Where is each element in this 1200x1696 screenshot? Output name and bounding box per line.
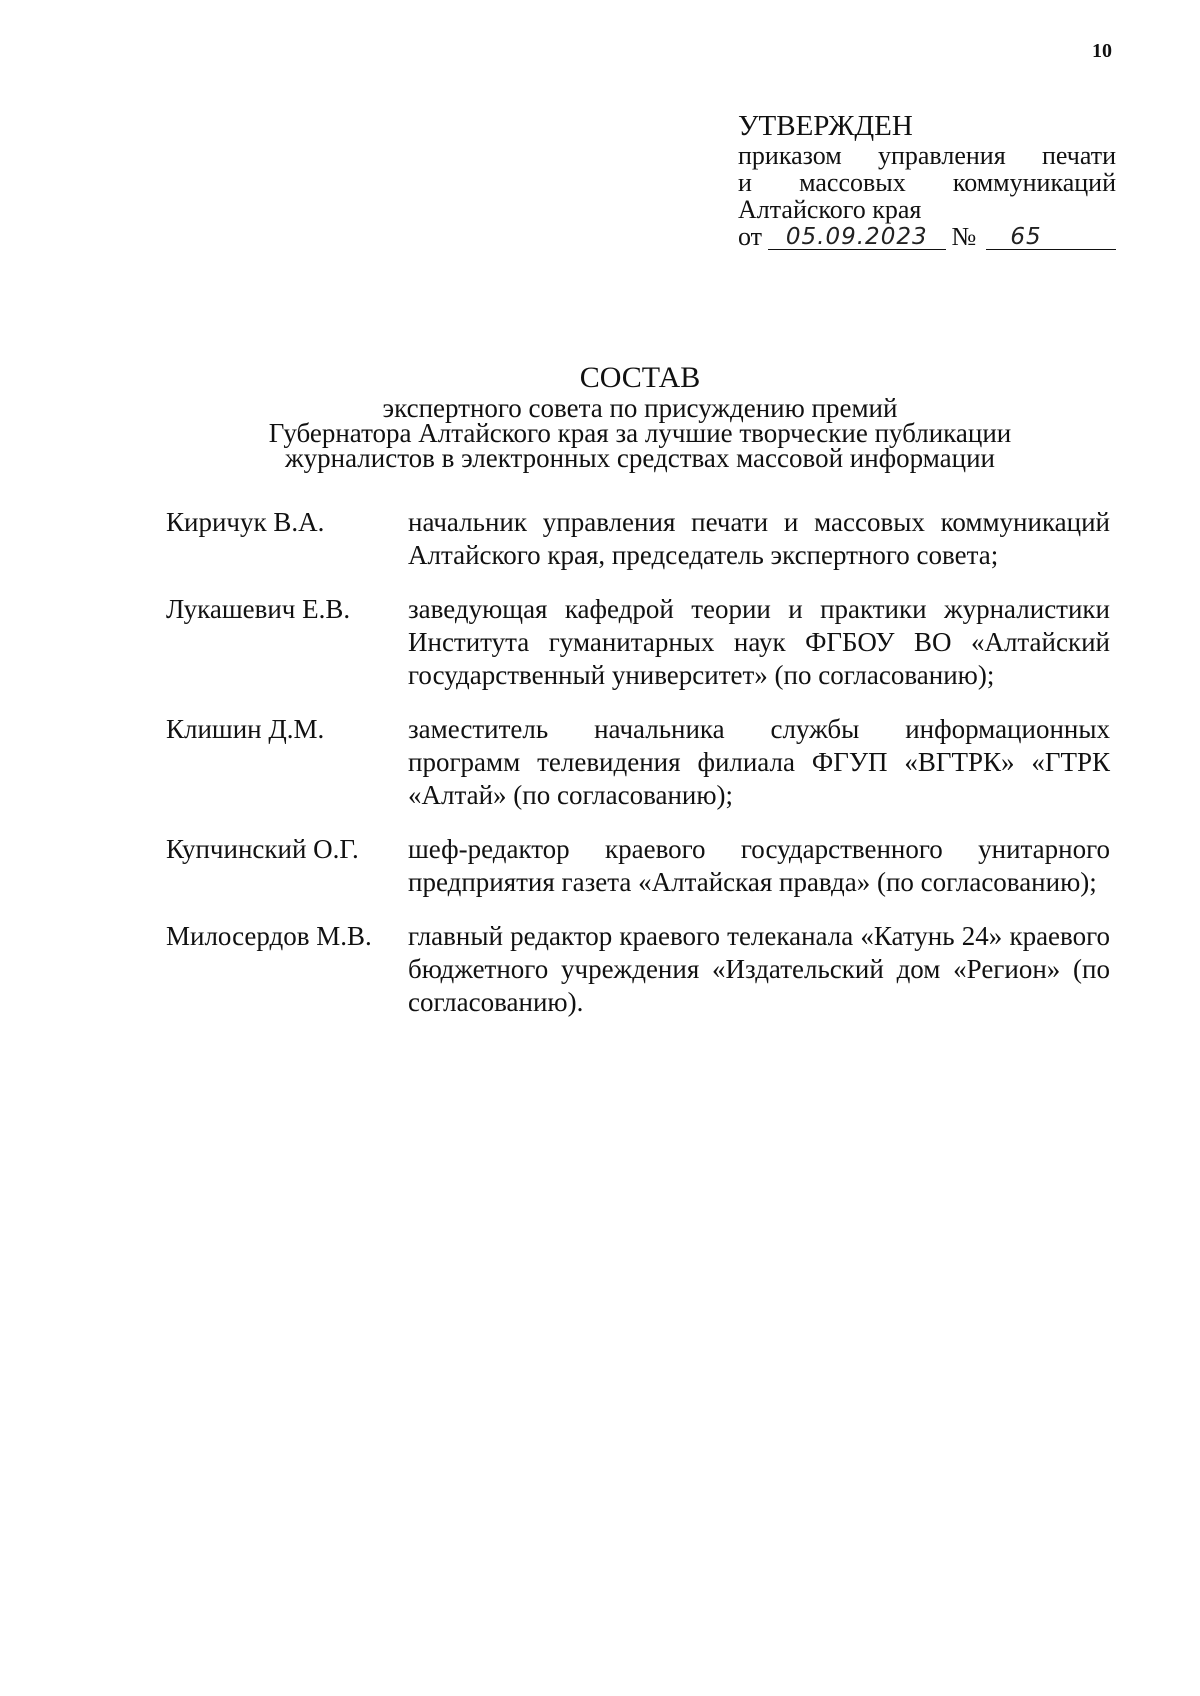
approval-region-line: Алтайского края xyxy=(738,195,922,224)
member-name: Лукашевич Е.В. xyxy=(166,594,351,624)
member-row xyxy=(166,713,1110,812)
member-row xyxy=(166,506,1110,572)
member-role: главный редактор краевого телеканала «Катунь 24» краевого бюджетного учреждения «Издательский дом «Регион» (по согласованию). xyxy=(408,921,1110,1017)
member-name: Клишин Д.М. xyxy=(166,714,325,744)
members-list xyxy=(166,506,1110,1040)
document-title-block xyxy=(120,360,1160,471)
approval-authority-line: и массовых коммуникаций xyxy=(738,168,1116,197)
approval-block xyxy=(738,110,1116,250)
approval-heading: УТВЕРЖДЕН xyxy=(738,110,913,142)
document-subtitle-line-1: экспертного совета по присуждению премий xyxy=(382,393,898,423)
member-role: начальник управления печати и массовых коммуникаций Алтайского края, председатель экспертного совета; xyxy=(408,507,1110,570)
member-name: Милосердов М.В. xyxy=(166,921,372,951)
member-row xyxy=(166,833,1110,899)
page-number: 10 xyxy=(1092,40,1112,62)
approval-order-line: приказом управления печати xyxy=(738,141,1116,170)
handwritten-date: 05.09.2023 xyxy=(768,225,945,250)
member-name: Купчинский О.Г. xyxy=(166,834,359,864)
document-subtitle-line-2: Губернатора Алтайского края за лучшие творческие публикации xyxy=(268,418,1012,448)
handwritten-order-number: 65 xyxy=(986,225,1116,250)
document-subtitle-line-3: журналистов в электронных средствах массовой информации xyxy=(284,443,995,473)
member-role: заведующая кафедрой теории и практики журналистики Института гуманитарных наук ФГБОУ ВО «Алтайский государственный университет» (по согласованию); xyxy=(408,594,1110,690)
member-role: заместитель начальника службы информационных программ телевидения филиала ФГУП «ВГТРК» «ГТРК «Алтай» (по согласованию); xyxy=(408,714,1110,810)
document-title: СОСТАВ xyxy=(579,361,701,394)
date-prefix: от xyxy=(738,222,763,251)
approval-date-line xyxy=(738,223,1116,250)
member-row xyxy=(166,920,1110,1019)
number-sign: № xyxy=(951,222,977,251)
member-role: шеф-редактор краевого государственного унитарного предприятия газета «Алтайская правда» (по согласованию); xyxy=(408,834,1110,897)
member-name: Киричук В.А. xyxy=(166,507,325,537)
member-row xyxy=(166,593,1110,692)
